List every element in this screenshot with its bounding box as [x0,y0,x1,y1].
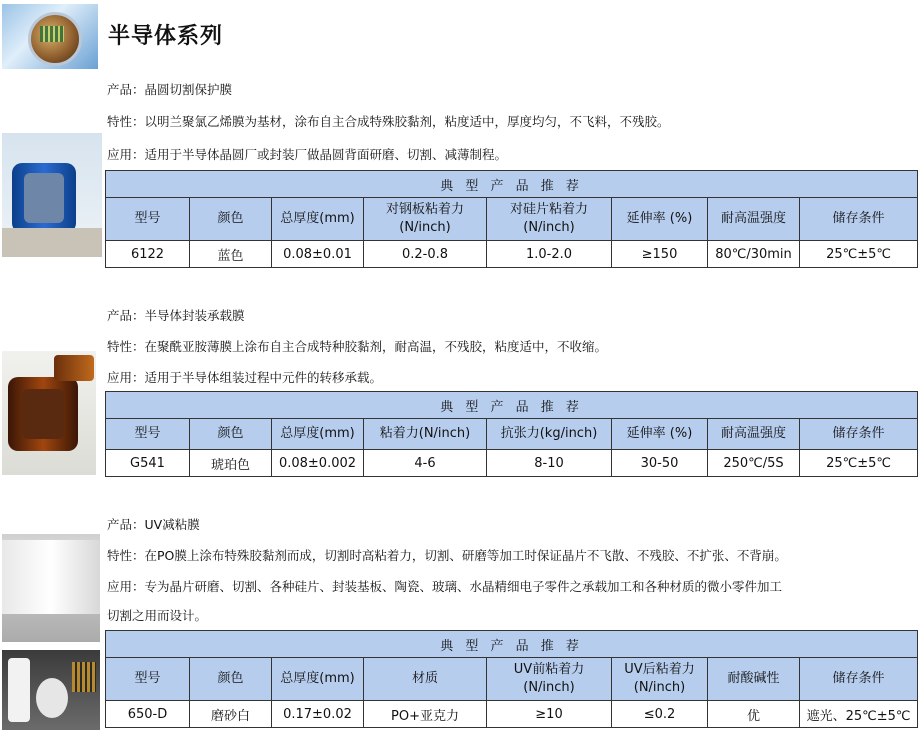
product-application: 应用：专为晶片研磨、切割、各种硅片、封装基板、陶瓷、玻璃、水晶精细电子零件之承载加工和各种材质的微小零件加工 [107,579,783,594]
table-cell: G541 [106,450,190,477]
product-application: 应用：适用于半导体组装过程中元件的转移承载。 [107,370,383,385]
header-cell: 型号 [106,198,190,241]
table-cell: 25℃±5℃ [800,450,918,477]
header-cell: 对硅片粘着力 (N/inch) [487,198,612,241]
table-cell: 磨砂白 [190,701,272,728]
spec-table [105,391,918,477]
blue-tape-photo [2,133,102,257]
table-cell: 8-10 [487,450,612,477]
product-name: 产品：半导体封装承载膜 [107,308,245,323]
product-application: 应用：适用于半导体晶圆厂或封装厂做晶圆背面研磨、切割、减薄制程。 [107,147,508,162]
header-cell: 型号 [106,419,190,450]
table-cell: 80℃/30min [708,241,800,268]
table-cell: 250℃/5S [708,450,800,477]
table-cell: 650-D [106,701,190,728]
amber-tape-photo [2,351,96,475]
spec-table [105,630,918,728]
header-cell: 对钢板粘着力 (N/inch) [364,198,487,241]
table-cell: ≥10 [487,701,612,728]
product-name: 产品：UV减粘膜 [107,517,200,532]
header-cell: 粘着力(N/inch) [364,419,487,450]
header-cell: 储存条件 [800,419,918,450]
table-cell: 0.08±0.01 [272,241,364,268]
header-cell: 总厚度(mm) [272,658,364,701]
table-cell: ≥150 [612,241,708,268]
header-cell: UV后粘着力 (N/inch) [612,658,708,701]
table-cell: 6122 [106,241,190,268]
table-cell: 1.0-2.0 [487,241,612,268]
header-cell: 抗张力(kg/inch) [487,419,612,450]
wafer-photo [2,4,98,69]
header-cell: 型号 [106,658,190,701]
header-cell: 总厚度(mm) [272,198,364,241]
product-feature: 特性：以明兰聚氯乙烯膜为基材，涂布自主合成特殊胶黏剂，粘度适中，厚度均匀，不飞料，不残胶。 [107,114,670,129]
header-cell: 储存条件 [800,658,918,701]
product-name: 产品：晶圆切割保护膜 [107,82,233,97]
table-cell: 琥珀色 [190,450,272,477]
header-cell: 储存条件 [800,198,918,241]
product-feature: 特性：在聚酰亚胺薄膜上涂布自主合成特种胶黏剂，耐高温，不残胶，粘度适中，不收缩。 [107,339,608,354]
table-cell: 遮光、25℃±5℃ [800,701,918,728]
table-cell: 0.17±0.02 [272,701,364,728]
table-cell: ≤0.2 [612,701,708,728]
table-caption: 典 型 产 品 推 荐 [106,631,918,658]
table-cell: 4-6 [364,450,487,477]
header-cell: 颜色 [190,658,272,701]
table-cell: PO+亚克力 [364,701,487,728]
product-application-continued: 切割之用而设计。 [107,608,208,623]
page-title: 半导体系列 [108,24,224,49]
product-feature: 特性：在PO膜上涂布特殊胶黏剂而成，切割时高粘着力，切割、研磨等加工时保证晶片不飞散、不残胶、不扩张、不背崩。 [107,548,787,563]
header-cell: 材质 [364,658,487,701]
header-cell: 总厚度(mm) [272,419,364,450]
header-cell: 耐酸碱性 [708,658,800,701]
header-cell: 颜色 [190,198,272,241]
table-cell: 25℃±5℃ [800,241,918,268]
spec-table [105,170,918,268]
table-cell: 优 [708,701,800,728]
parts-photo [2,650,100,730]
table-caption: 典 型 产 品 推 荐 [106,392,918,419]
header-cell: 耐高温强度 [708,198,800,241]
table-cell: 蓝色 [190,241,272,268]
table-cell: 0.2-0.8 [364,241,487,268]
header-cell: UV前粘着力 (N/inch) [487,658,612,701]
table-cell: 0.08±0.002 [272,450,364,477]
header-cell: 耐高温强度 [708,419,800,450]
header-cell: 延伸率 (%) [612,198,708,241]
header-cell: 颜色 [190,419,272,450]
table-caption: 典 型 产 品 推 荐 [106,171,918,198]
uv-film-roll-photo [2,534,100,642]
header-cell: 延伸率 (%) [612,419,708,450]
table-cell: 30-50 [612,450,708,477]
